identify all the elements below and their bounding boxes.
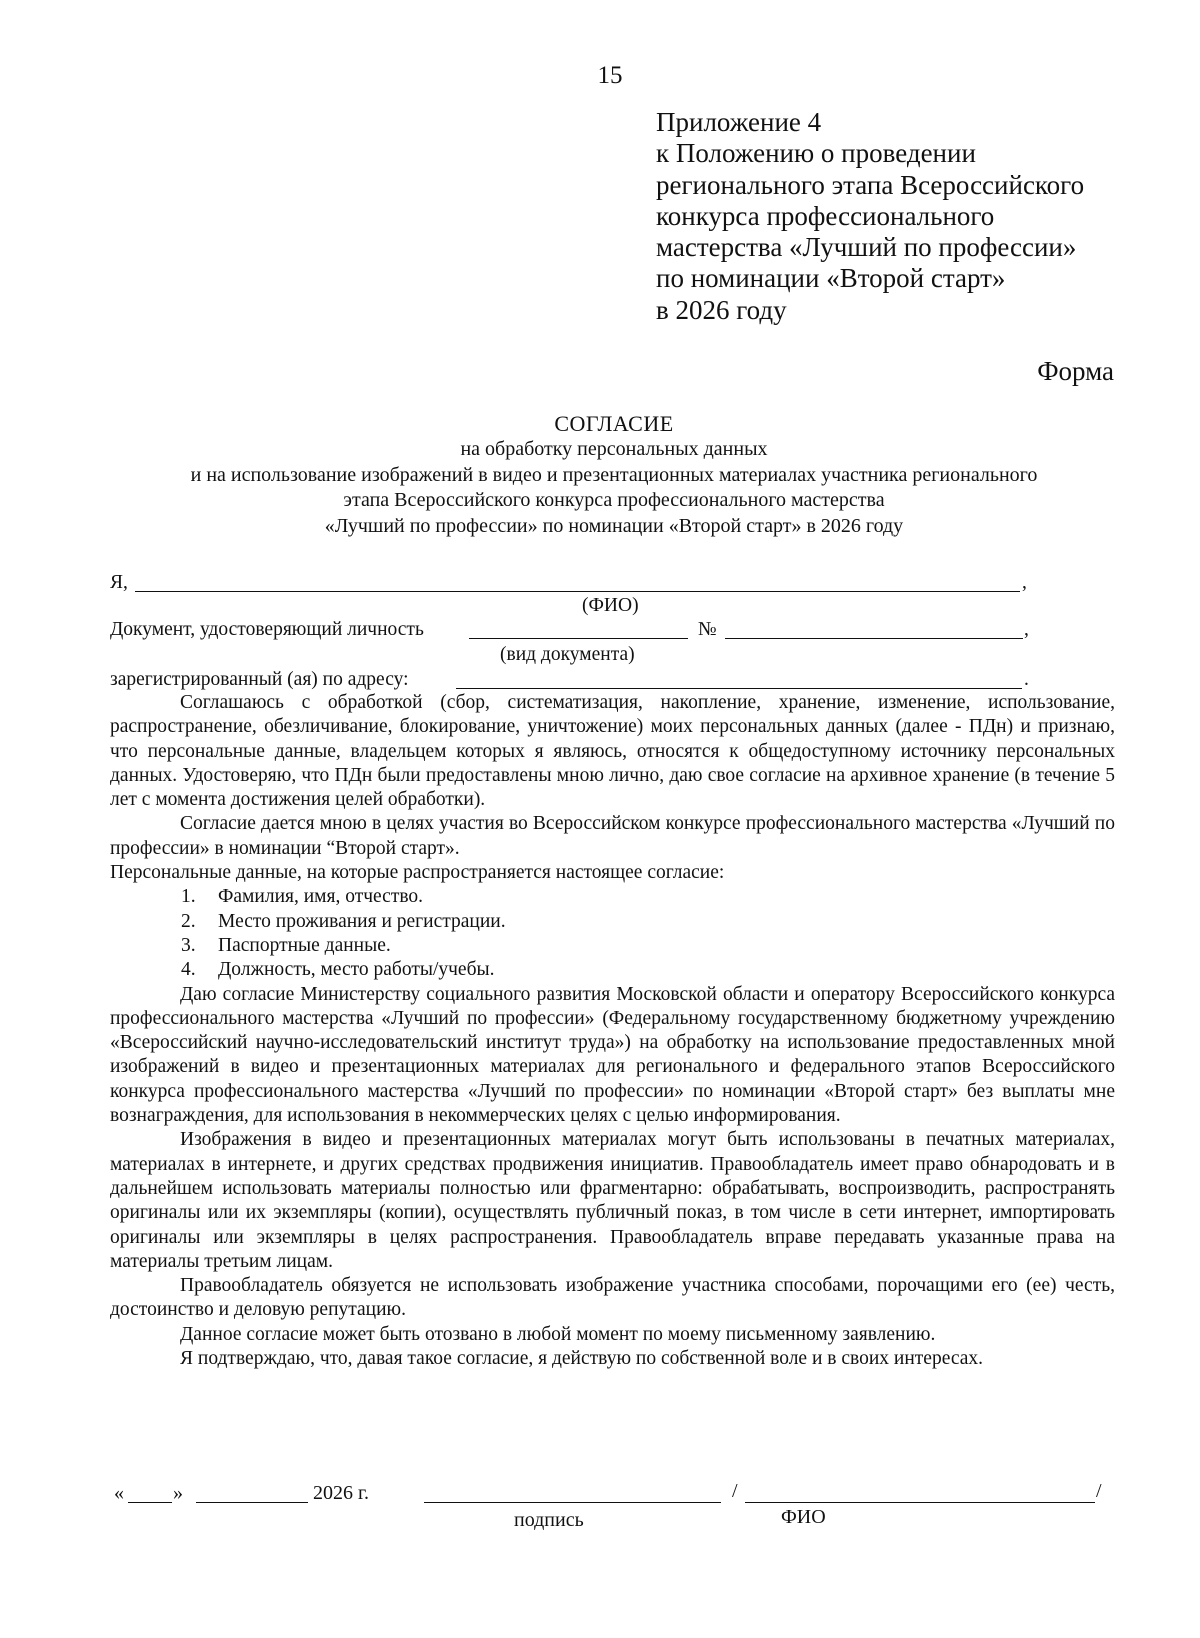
appendix-line: мастерства «Лучший по профессии» — [656, 232, 1077, 263]
appendix-line: Приложение 4 — [656, 107, 822, 137]
address-label: зарегистрированный (ая) по адресу: — [110, 669, 409, 690]
list-intro: Персональные данные, на которые распространяется настоящее согласие: — [110, 862, 725, 884]
consent-paragraph: Соглашаюсь с обработкой (сбор, систематизация, накопление, хранение, изменение, использование, распространение, обезличивание, блокирование, уничтожение) моих персональных данных (далее - ПДн) и признаю, что персональные данные, владельцем которых я являюсь, относятся к общедоступному источнику персональных данных. Удостоверяю, что ПДн были предоставлены мною лично, даю свое согласие на архивное хранение (в течение 5 лет с момента достижения целей обработки). — [110, 692, 1115, 811]
fio-slash-open: / — [732, 1480, 738, 1502]
date-day-field[interactable] — [128, 1502, 172, 1503]
signature-field[interactable] — [424, 1502, 721, 1503]
appendix-line: в 2026 году — [656, 294, 787, 325]
list-item-text: Должность, место работы/учебы. — [218, 959, 495, 981]
address-field[interactable] — [456, 688, 1022, 689]
date-month-field[interactable] — [196, 1502, 308, 1503]
name-caption: (ФИО) — [582, 595, 639, 616]
document-number-sign: № — [698, 619, 717, 640]
appendix-line: конкурса профессионального — [656, 200, 995, 231]
date-quote-close: » — [173, 1482, 183, 1504]
appendix-line: к Положению о проведении — [656, 138, 976, 169]
document-caption: (вид документа) — [500, 644, 635, 665]
list-item — [110, 885, 1115, 909]
form-label: Форма — [1037, 356, 1114, 386]
document-body — [110, 691, 1115, 1371]
document-number-field[interactable] — [725, 638, 1023, 639]
purpose-paragraph: Согласие дается мною в целях участия во Всероссийском конкурсе профессионального мастерства «Лучший по профессии» в номинации “Второй старт». — [110, 813, 1115, 859]
confirm-paragraph: Я подтверждаю, что, давая такое согласие, я действую по собственной воле и в своих интересах. — [180, 1348, 984, 1370]
list-item — [110, 958, 1115, 982]
signature-caption: подпись — [514, 1509, 584, 1531]
revoke-paragraph: Данное согласие может быть отозвано в любой момент по моему письменному заявлению. — [180, 1323, 936, 1345]
title-line: «Лучший по профессии» по номинации «Второй старт» в 2026 году — [324, 514, 904, 537]
fio-field[interactable] — [745, 1502, 1095, 1503]
name-prefix: Я, — [110, 572, 128, 593]
list-item-text: Место проживания и регистрации. — [218, 910, 506, 932]
page-number: 15 — [597, 62, 623, 89]
ministry-paragraph: Даю согласие Министерству социального развития Московской области и оператору Всероссийского конкурса профессионального мастерства «Лучший по профессии» (Федеральному государственному бюджетному учреждению «Всероссийский научно-исследовательский институт труда») на обработку на использование предоставленных мной изображений в видео и презентационных материалах для регионального и федерального этапов Всероссийского конкурса профессионального мастерства «Лучший по профессии» по номинации «Второй старт» без выплаты мне вознаграждения, для использования в некоммерческих целях с целью информирования. — [110, 983, 1115, 1127]
title-line: на обработку персональных данных — [460, 438, 768, 460]
list-item-number: 1. — [181, 886, 196, 908]
obligation-paragraph: Правообладатель обязуется не использовать изображение участника способами, порочащими его (ее) честь, достоинство и деловую репутацию. — [110, 1275, 1115, 1321]
document-title — [100, 411, 1128, 539]
document-end: , — [1024, 619, 1029, 640]
appendix-line: регионального этапа Всероссийского — [656, 169, 1085, 200]
appendix-header — [656, 107, 1084, 326]
fio-slash-close: / — [1096, 1480, 1102, 1502]
list-item-number: 3. — [181, 934, 196, 956]
list-item-number: 2. — [181, 910, 196, 932]
title-line: и на использование изображений в видео и презентационных материалах участника регионального — [190, 463, 1038, 486]
appendix-line: по номинации «Второй старт» — [656, 263, 1006, 294]
fio-caption: ФИО — [781, 1506, 826, 1528]
document-type-field[interactable] — [469, 638, 688, 639]
name-end: , — [1022, 572, 1027, 593]
images-paragraph: Изображения в видео и презентационных материалах могут быть использованы в печатных материалах, материалах в интернете, и других средствах продвижения инициатив. Правообладатель имеет право обнародовать и в дальнейшем использовать материалы полностью или фрагментарно: обрабатывать, воспроизводить, распространять оригиналы или их экземпляры (копии), осуществлять публичный показ, в том числе в сети интернет, импортировать оригиналы или экземпляры в целях распространения. Правообладатель вправе передавать указанные права на материалы третьим лицам. — [110, 1129, 1115, 1272]
document-label: Документ, удостоверяющий личность — [110, 619, 424, 640]
date-year: 2026 г. — [313, 1482, 369, 1504]
date-quote-open: « — [114, 1482, 124, 1504]
list-item — [110, 910, 1115, 934]
address-end: . — [1024, 669, 1029, 690]
list-item-number: 4. — [181, 959, 196, 981]
list-item-text: Паспортные данные. — [218, 934, 391, 956]
title-main: СОГЛАСИЕ — [554, 411, 674, 436]
list-item-text: Фамилия, имя, отчество. — [218, 886, 424, 908]
name-field[interactable] — [135, 591, 1020, 592]
personal-data-list — [110, 885, 1115, 982]
title-line: этапа Всероссийского конкурса профессионального мастерства — [343, 489, 885, 511]
list-item — [110, 934, 1115, 958]
